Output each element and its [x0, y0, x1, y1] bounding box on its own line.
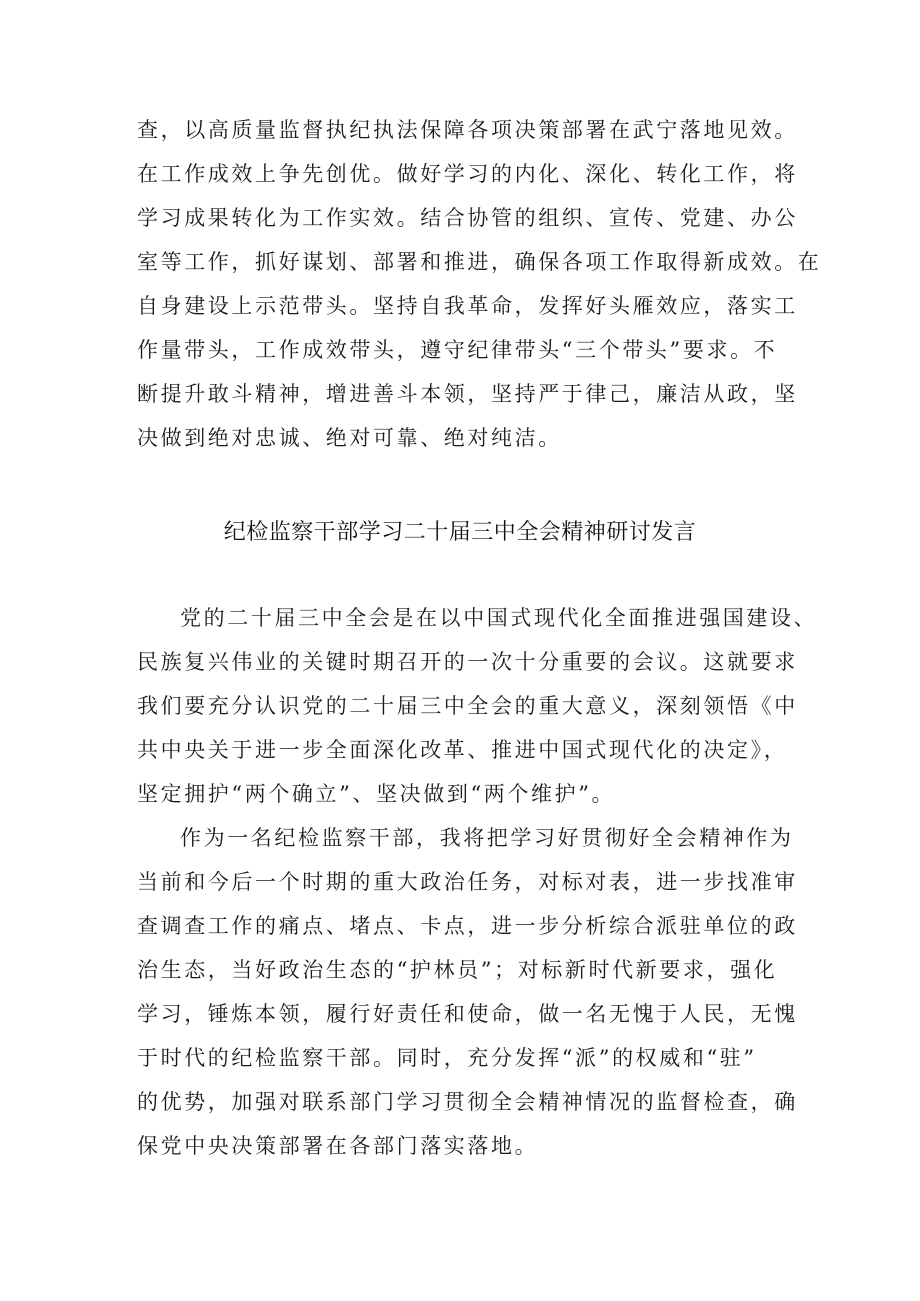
document-title: 纪检监察干部学习二十届三中全会精神研讨发言 — [223, 520, 697, 545]
body-text-line: 断提升敢斗精神，增进善斗本领，坚持严于律己，廉洁从政，坚 — [137, 382, 798, 406]
body-text-line: 坚定拥护“两个确立”、坚决做到“两个维护”。 — [137, 782, 616, 806]
body-text-line: 作量带头，工作成效带头，遵守纪律带头“三个带头”要求。不 — [137, 338, 778, 362]
body-text-line: 查调查工作的痛点、堵点、卡点，进一步分析综合派驻单位的政 — [137, 914, 798, 938]
body-text-line: 保党中央决策部署在各部门落实落地。 — [137, 1134, 539, 1158]
body-text-line: 学习成果转化为工作实效。结合协管的组织、宣传、党建、办公 — [137, 206, 798, 230]
body-text-line: 学习，锤炼本领，履行好责任和使命，做一名无愧于人民，无愧 — [137, 1002, 798, 1026]
body-text-line: 治生态，当好政治生态的“护林员”；对标新时代新要求，强化 — [137, 958, 778, 982]
body-text-line: 党的二十届三中全会是在以中国式现代化全面推进强国建设、 — [180, 606, 818, 630]
body-text-line: 决做到绝对忠诚、绝对可靠、绝对纯洁。 — [137, 426, 562, 450]
body-text-line: 室等工作，抓好谋划、部署和推进，确保各项工作取得新成效。在 — [137, 250, 822, 274]
body-text-line: 共中央关于进一步全面深化改革、推进中国式现代化的决定》， — [137, 738, 788, 762]
body-text-line: 我们要充分认识党的二十届三中全会的重大意义，深刻领悟《中 — [137, 694, 798, 718]
body-text-line: 的优势，加强对联系部门学习贯彻全会精神情况的监督检查，确 — [137, 1090, 798, 1114]
body-text-line: 民族复兴伟业的关键时期召开的一次十分重要的会议。这就要求 — [137, 650, 798, 674]
body-text-line: 当前和今后一个时期的重大政治任务，对标对表，进一步找准审 — [137, 870, 798, 894]
body-text-line: 于时代的纪检监察干部。同时，充分发挥“派”的权威和“驻” — [137, 1046, 757, 1070]
body-text-line: 自身建设上示范带头。坚持自我革命，发挥好头雁效应，落实工 — [137, 294, 798, 318]
body-text-line: 作为一名纪检监察干部，我将把学习好贯彻好全会精神作为 — [180, 826, 794, 850]
body-text-line: 查，以高质量监督执纪执法保障各项决策部署在武宁落地见效。 — [137, 118, 798, 142]
body-text-line: 在工作成效上争先创优。做好学习的内化、深化、转化工作，将 — [137, 162, 798, 186]
